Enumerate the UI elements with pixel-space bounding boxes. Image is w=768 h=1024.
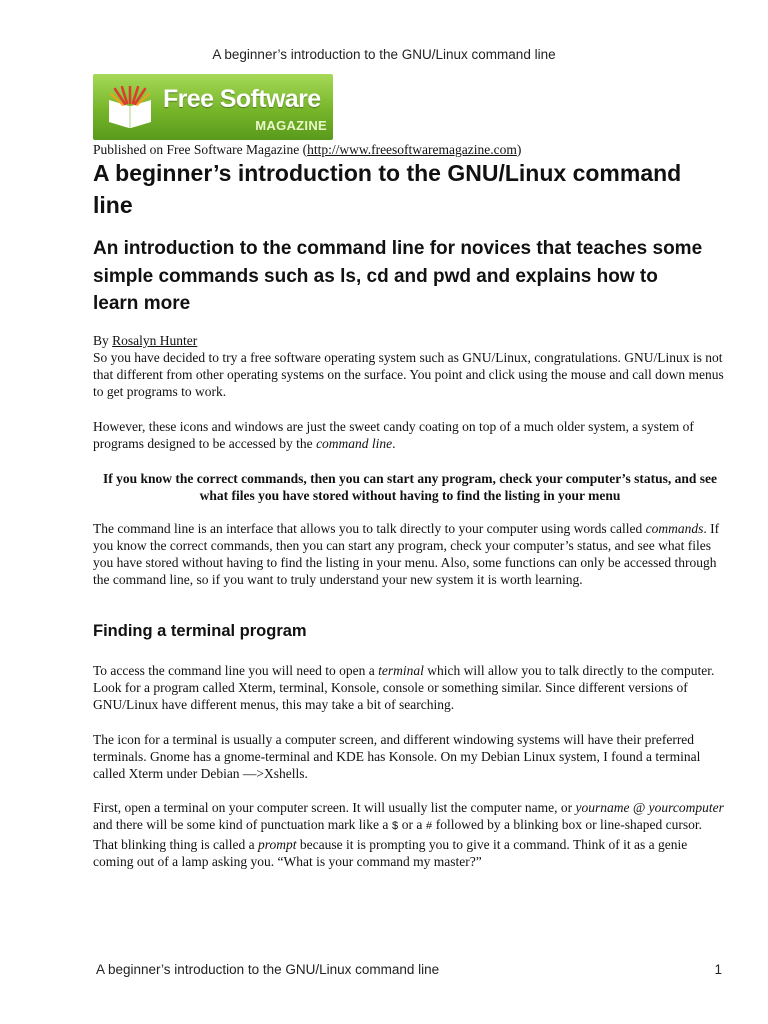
open-book-icon — [105, 86, 155, 130]
article-title: A beginner’s introduction to the GNU/Linux command line — [93, 160, 682, 218]
text-run: However, these icons and windows are just the sweet candy coating on top of a much older system, a system of programs designed to be accessed by the — [93, 419, 694, 451]
text-run: . — [392, 436, 396, 451]
paragraph-terminal — [93, 662, 727, 713]
text-run: followed by a blinking box or line-shaped cursor. That blinking thing is called a — [93, 817, 702, 852]
text-run: or a — [398, 817, 426, 832]
published-line — [93, 142, 521, 158]
text-run: which will allow you to talk directly to the computer. Look for a program called Xterm, terminal, Konsole, console or something similar. Since different versions of GNU/Linux have different menus, this may take a bit of searching. — [93, 663, 715, 712]
author-link[interactable]: Rosalyn Hunter — [112, 333, 198, 348]
article-subtitle: An introduction to the command line for novices that teaches some simple commands such as ls, cd and pwd and explains how to learn more — [93, 238, 703, 314]
footer-title: A beginner’s introduction to the GNU/Linux command line — [96, 962, 440, 977]
published-suffix: ) — [516, 142, 522, 157]
pull-quote: If you know the correct commands, then you can start any program, check your computer’s status, and see what files you have stored without having to find the listing in your menu — [103, 471, 717, 503]
code-hash: # — [425, 821, 433, 833]
paragraph-candy-coating — [93, 418, 727, 452]
running-header: A beginner’s introduction to the GNU/Linux command line — [212, 47, 556, 62]
section-heading: Finding a terminal program — [93, 622, 307, 640]
text-run: The command line is an interface that allows you to talk directly to your computer using words called — [93, 521, 646, 536]
text-run: . If you know the correct commands, then you can start any program, check your computer’s status, and see what files you have stored without having to find the listing in your menu. Also, some functions can only be accessed through the command line, so if you want to truly understand your new system it is worth learning. — [93, 521, 720, 587]
paragraph-command-line — [93, 520, 727, 588]
text-run: First, open a terminal on your computer screen. It will usually list the computer name, or — [93, 800, 576, 815]
logo-title: Free Software — [163, 85, 321, 113]
emphasis-prompt: prompt — [257, 837, 297, 852]
logo-subtitle: MAGAZINE — [255, 118, 327, 133]
published-prefix: Published on Free Software Magazine ( — [93, 142, 308, 157]
paragraph-prompt — [93, 799, 727, 870]
page-number: 1 — [714, 962, 722, 977]
paragraph-terminal-icon: The icon for a terminal is usually a computer screen, and different windowing systems will have their preferred terminals. Gnome has a gnome-terminal and KDE has Konsole. On my Debian Linux system, I found a terminal called Xterm under Debian —>Xshells. — [93, 732, 701, 781]
emphasis-yourname: yourname @ yourcomputer — [575, 800, 724, 815]
free-software-magazine-logo — [93, 74, 333, 140]
byline — [93, 332, 727, 349]
emphasis-command-line: command line — [316, 436, 393, 451]
paragraph-intro: So you have decided to try a free software operating system such as GNU/Linux, congratulations. GNU/Linux is not that different from other operating systems on the surface. You point and click using the mouse and call down menus to get programs to work. — [93, 350, 724, 399]
emphasis-commands: commands — [645, 521, 704, 536]
text-run: because it is prompting you to give it a command. Think of it as a genie coming out of a lamp asking you. “What is your command my master?” — [93, 837, 688, 869]
byline-prefix: By — [93, 333, 113, 348]
magazine-link[interactable]: http://www.freesoftwaremagazine.com — [307, 142, 517, 157]
code-dollar: $ — [391, 821, 399, 833]
text-run: To access the command line you will need to open a — [93, 663, 379, 678]
text-run: and there will be some kind of punctuation mark like a — [93, 817, 392, 832]
emphasis-terminal: terminal — [378, 663, 424, 678]
